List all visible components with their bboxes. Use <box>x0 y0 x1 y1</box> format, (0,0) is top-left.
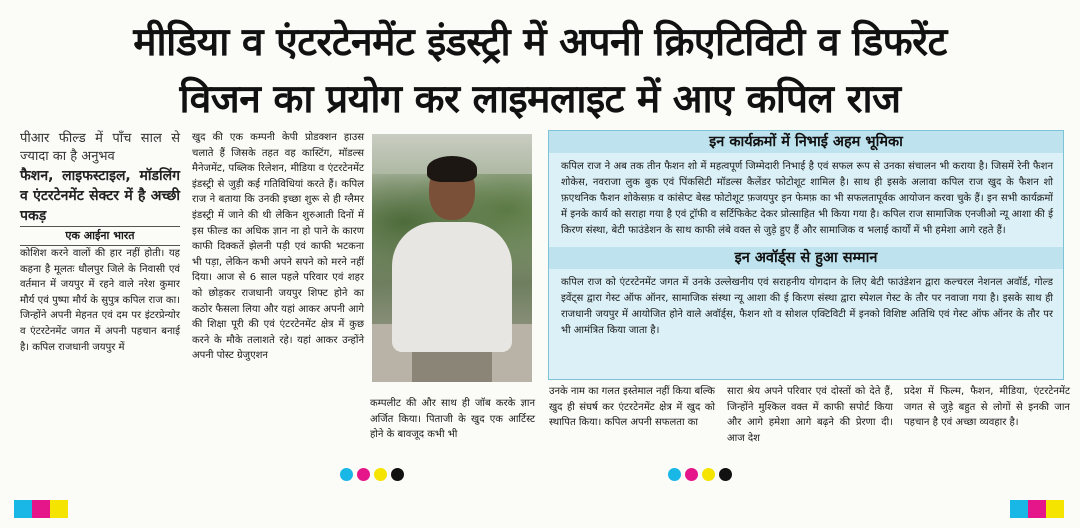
article-column-3 <box>370 396 535 443</box>
color-swatch-left <box>14 500 68 518</box>
box-body-roles: कपिल राज ने अब तक तीन फैशन शो में महत्वपूर्ण जिम्मेदारी निभाई है एवं सफल रूप से उनका संचालन भी कराया है। जिसमें रेनी फैशन शोकेस, नवराजा लुक बुक एवं पिंकसिटी मॉडल्स कैलेंडर फोटोशूट शामिल है। साथ ही इसके अलावा कपिल राज खुद के फैशन शो फ़एथनिक फैशन शोकेसफ़ व कांसेप्ट बेस्ड फोटोशूट फ़जयपुर इन फेमफ़ का भी सफलतापूर्वक आयोजन करवा चुके हैं। इन सभी कार्यक्रमों में इनके कार्य को सराहा गया है एवं ट्रॉफी व सर्टिफिकेट देकर प्रोत्साहित भी किया गया है। कपिल राज सामाजिक एनजीओ न्यू आशा की ई किरण संस्था, बेटी फाउंडेशन के साथ काफी लंबे वक्त से जुड़े हुए हैं और सामाजिक व भलाई कार्यों में भी हमेशा आगे रहते हैं। <box>561 161 1053 236</box>
photo-sweatshirt <box>392 222 512 352</box>
box-body-awards: कपिल राज को एंटरटेनमेंट जगत में उनके उल्लेखनीय एवं सराहनीय योगदान के लिए बेटी फाउंडेशन द्वारा कल्चरल नेशनल अवॉर्ड, गोल्ड इवेंट्स द्वारा गेस्ट ऑफ ऑनर, सामाजिक संस्था न्यू आशा की ई किरण संस्था द्वारा स्पेशल गेस्ट के तौर पर नवाजा गया है। इसके साथ ही राजधानी जयपुर में आयोजित होने वाले अवॉर्ड्स, फैशन शो व सोशल एक्टिविटी में इनको विशिष्ट अतिथि एवं गेस्ट ऑफ ऑनर के तौर पर भी आमंत्रित किया जाता है। <box>561 277 1053 336</box>
yellow-dot <box>374 468 387 481</box>
color-swatch-right <box>1010 500 1064 518</box>
highlight-box <box>548 130 1064 380</box>
box-heading-awards: इन अवॉर्ड्स से हुआ सम्मान <box>549 247 1063 269</box>
photo-hair <box>427 156 477 182</box>
yellow-dot <box>702 468 715 481</box>
article-text-col6: प्रदेश में फिल्म, फैशन, मीडिया, एंटरटेनमेंट जगत से जुड़े बहुत से लोगों से इनकी जान पहचान है एवं अच्छा व्यवहार है। <box>904 386 1070 429</box>
print-registration-bar <box>0 468 1080 484</box>
article-text-col5: सारा श्रेय अपने परिवार एवं दोस्तों को देते हैं, जिन्होंने मुश्किल वक्त में काफी सपोर्ट किया और आगे हमेशा आगे बढ़ने की प्रेरणा दी। आज देश <box>727 386 893 444</box>
black-dot <box>391 468 404 481</box>
article-text-col4: उनके नाम का गलत इस्तेमाल नहीं किया बल्कि खुद ही संघर्ष कर एंटरटेनमेंट क्षेत्र में खुद को स्थापित किया। कपिल अपनी सफलता का <box>549 386 715 429</box>
portrait-photo <box>372 134 532 382</box>
article-text-col3: कम्पलीट की और साथ ही जॉब करके ज्ञान अर्जित किया। पिताजी के खुद एक आर्टिस्ट होने के बावजूद कभी भी <box>370 398 535 441</box>
cyan-dot <box>340 468 353 481</box>
magenta-dot <box>357 468 370 481</box>
registration-dots-right <box>668 468 732 481</box>
byline: एक आईना भारत <box>20 226 180 246</box>
registration-dots-left <box>340 468 404 481</box>
box-heading-roles: इन कार्यक्रमों में निभाई अहम भूमिका <box>549 131 1063 153</box>
sidebar-column <box>20 130 180 355</box>
article-column-6 <box>904 384 1070 431</box>
headline-line-2: विजन का प्रयोग कर लाइमलाइट में आए कपिल राज <box>179 77 901 122</box>
article-column-4 <box>549 384 715 431</box>
magenta-dot <box>685 468 698 481</box>
black-dot <box>719 468 732 481</box>
blurb-pr-experience: पीआर फील्ड में पाँच साल से ज्यादा का है अनुभव <box>20 131 180 164</box>
article-column-2 <box>192 130 364 364</box>
article-text-col2: खुद की एक कम्पनी केपी प्रोडक्शन हाउस चलाते हैं जिसके तहत वह कास्टिंग, मॉडल्स मैनेजमेंट, पब्लिक रिलेशन, मीडिया व एंटरटेनमेंट इंडस्ट्री से जुड़ी कई गतिविधियां करते हैं। कपिल राज ने बताया कि उनकी इच्छा शुरू से ही ग्लैमर इंडस्ट्री में जाने की थी लेकिन शुरुआती दिनों में इस फील्ड का अधिक ज्ञान ना हो पाने के कारण काफी दिक्कतें झेलनी पड़ी एवं काफी भटकना भी पड़ा, लेकिन कभी अपने सपने को मरने नहीं दिया। आज से 6 साल पहले परिवार एवं शहर को छोड़कर राजधानी जयपुर शिफ्ट होने का कठोर फैसला लिया और यहां आकर अपनी आगे की शिक्षा पूरी की एवं एंटरटेनमेंट क्षेत्र में कुछ करने के मौके तलाशते रहे। यहां आकर उन्होंने अपनी पोस्ट ग्रेजुएशन <box>192 132 364 362</box>
article-text-col1: कोशिश करने वालों की हार नहीं होती। यह कहना है मूलतः धौलपुर जिले के निवासी एवं वर्तमान में जयपुर में रहने वाले नरेश कुमार मौर्य एवं पुष्पा मौर्य के सुपुत्र कपिल राज का। जिन्होंने अपनी मेहनत एवं दम पर इंटरप्रेन्योर व एंटरटेनमेंट जगत में अपनी पहचान बनाई है। कपिल राजधानी जयपुर में <box>20 248 180 353</box>
headline <box>10 14 1070 128</box>
article-column-5 <box>727 384 893 446</box>
cyan-dot <box>668 468 681 481</box>
headline-line-1: मीडिया व एंटरटेनमेंट इंडस्ट्री में अपनी क्रिएटिविटी व डिफरेंट <box>133 20 947 65</box>
blurb-sector-expertise: फैशन, लाइफस्टाइल, मॉडलिंग व एंटरटेनमेंट सेक्टर में है अच्छी पकड़ <box>20 168 180 224</box>
